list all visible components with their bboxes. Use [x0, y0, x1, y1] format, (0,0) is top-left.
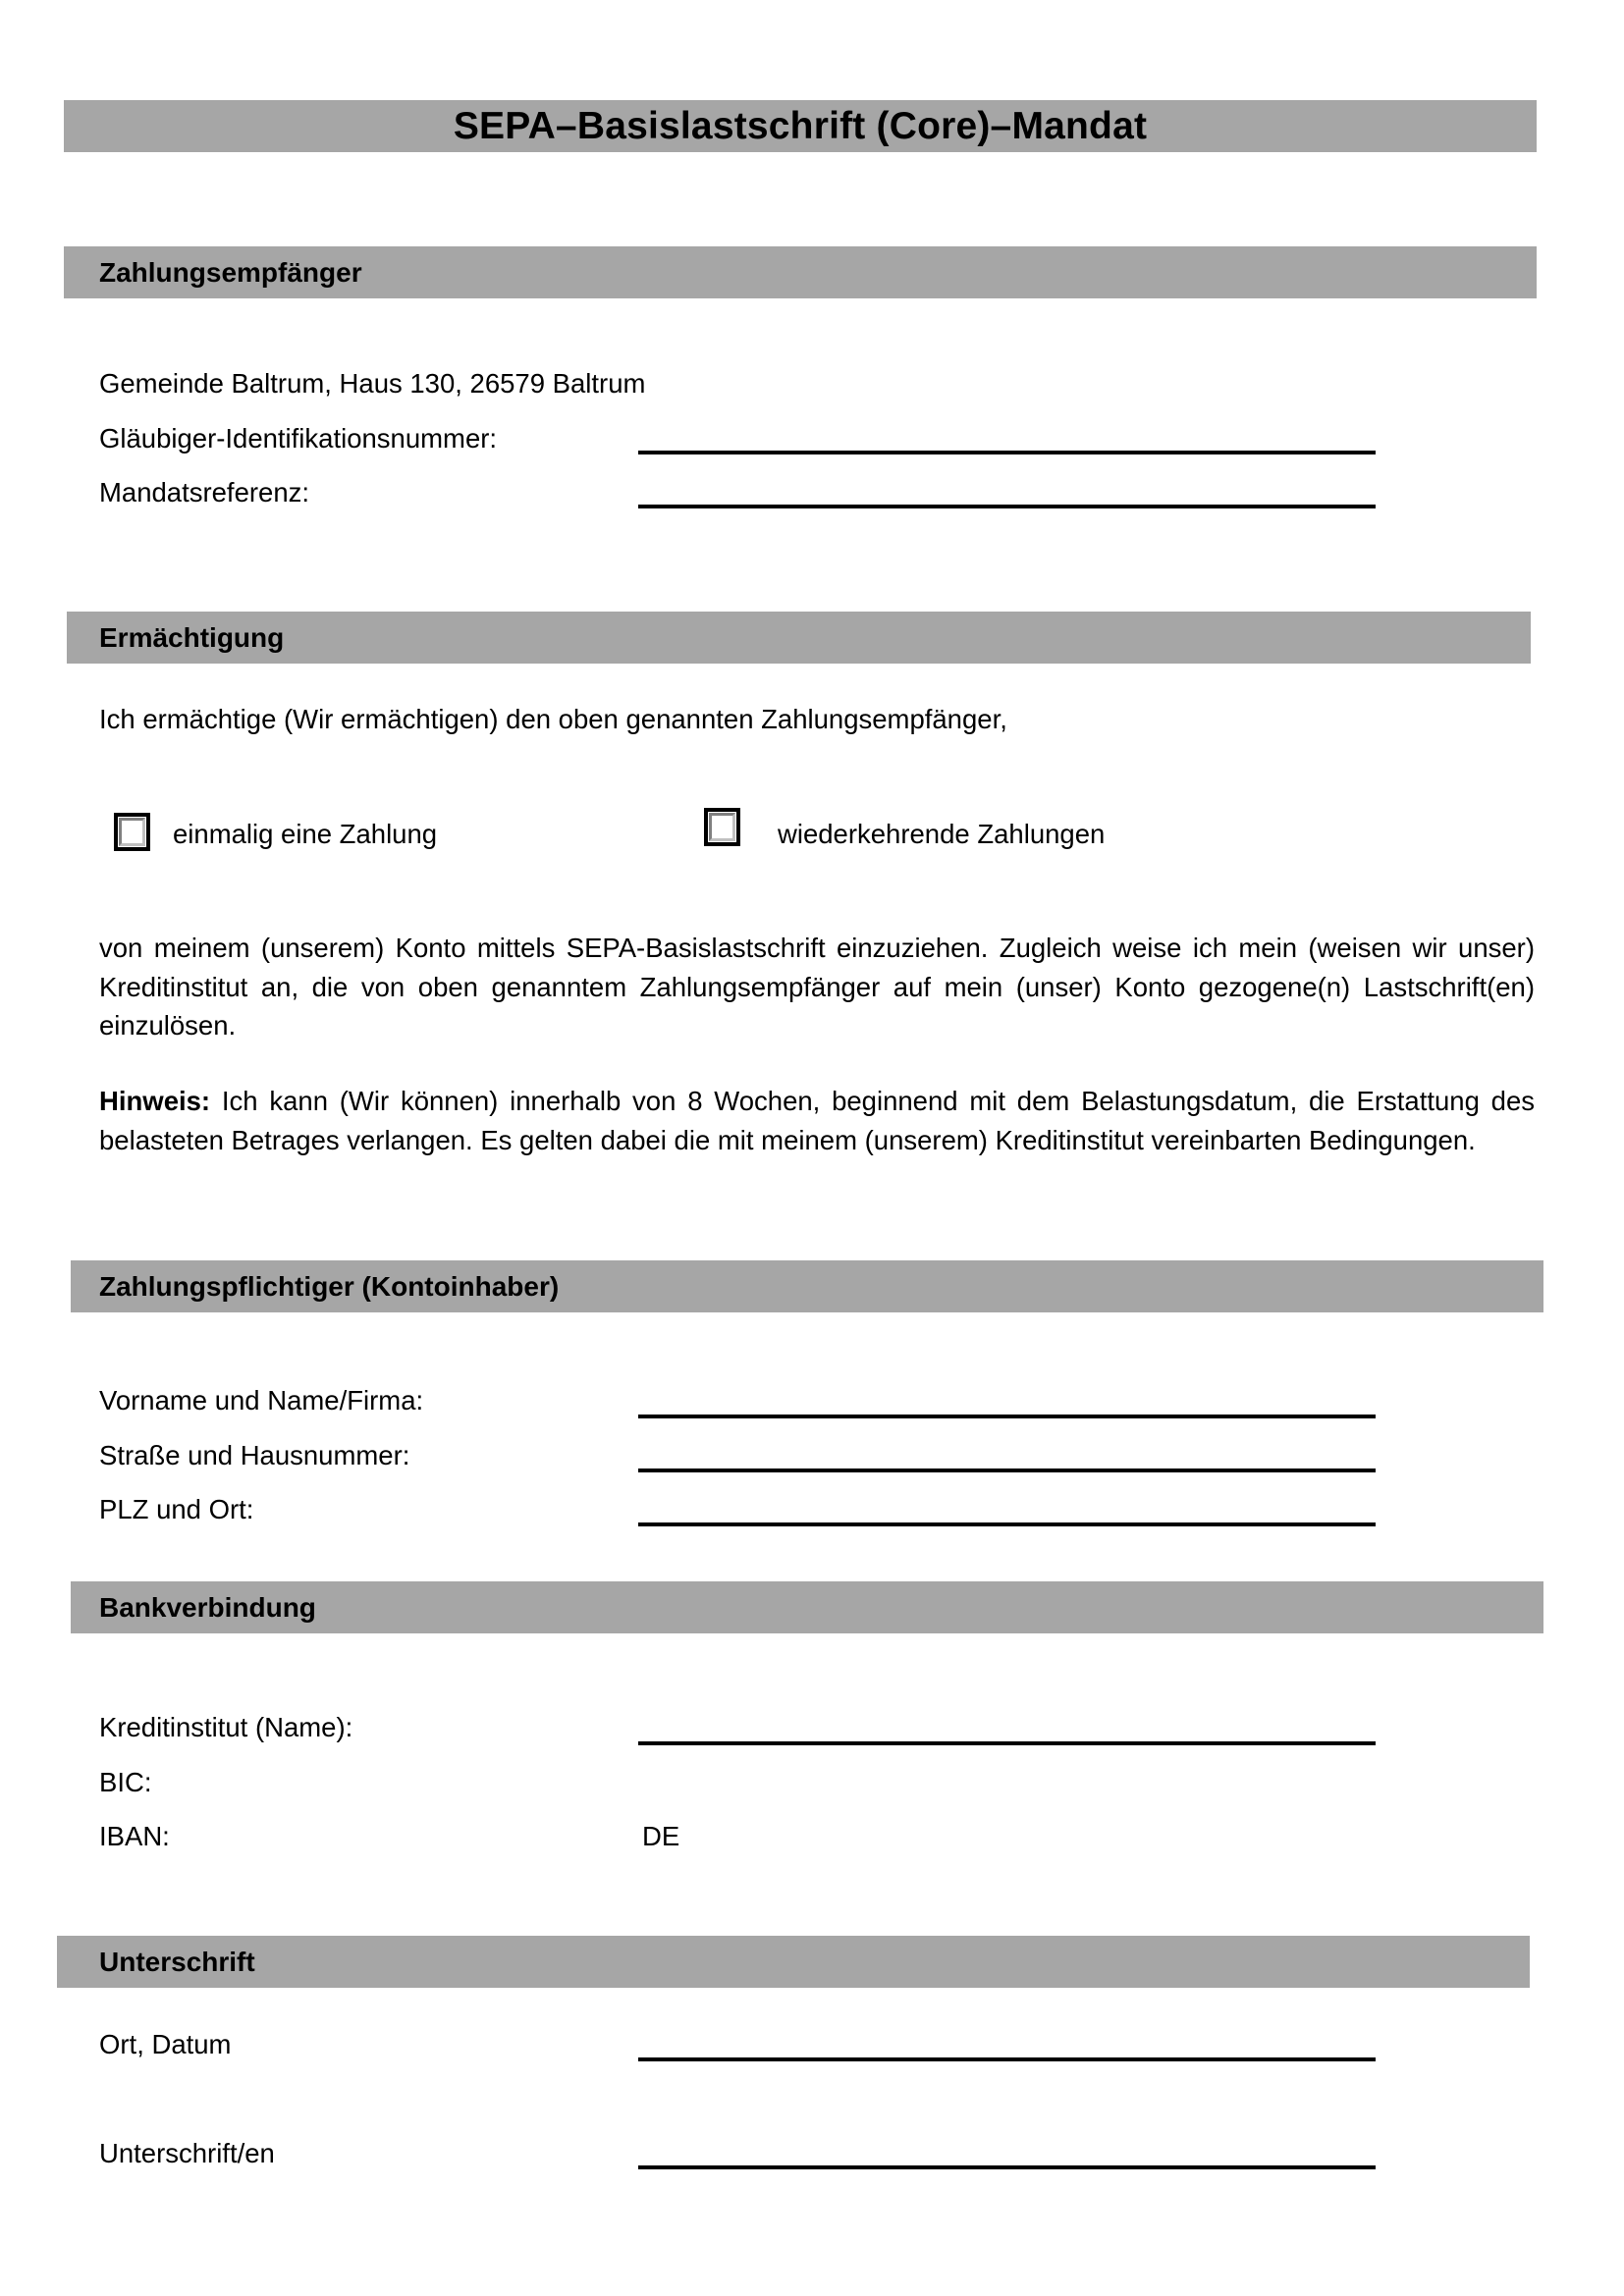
section-heading-signature: Unterschrift: [99, 1947, 255, 1977]
bank-institute-field[interactable]: [638, 1741, 1376, 1745]
section-bar-bank: [71, 1581, 1543, 1633]
title-bar: [64, 100, 1537, 152]
place-date-label: Ort, Datum: [99, 2029, 232, 2059]
debtor-city-field[interactable]: [638, 1522, 1376, 1526]
payee-address: Gemeinde Baltrum, Haus 130, 26579 Baltrum: [99, 368, 646, 399]
bank-institute-label: Kreditinstitut (Name):: [99, 1712, 353, 1742]
creditor-id-label: Gläubiger-Identifikationsnummer:: [99, 423, 498, 454]
section-bar-payee: [64, 246, 1537, 298]
debtor-name-field[interactable]: [638, 1415, 1376, 1418]
mandate-ref-field[interactable]: [638, 505, 1376, 508]
section-heading-authorization: Ermächtigung: [99, 622, 285, 653]
section-heading-bank: Bankverbindung: [99, 1592, 316, 1623]
iban-label: IBAN:: [99, 1821, 170, 1851]
mandate-ref-label: Mandatsreferenz:: [99, 477, 309, 507]
authorization-intro: Ich ermächtige (Wir ermächtigen) den oben genannten Zahlungsempfänger,: [99, 704, 1007, 734]
page-title: SEPA–Basislastschrift (Core)–Mandat: [453, 105, 1148, 147]
note-text: Ich kann (Wir können) innerhalb von 8 Wochen, beginnend mit dem Belastungsdatum, die Erstattung des belasteten Betrages verlangen. Es gelten dabei die mit meinem (unserem) Kreditinstitut vereinbarten Bedingungen.: [99, 1086, 1535, 1155]
bic-label: BIC:: [99, 1767, 152, 1797]
authorization-note: [99, 1082, 1535, 1159]
signature-label: Unterschrift/en: [99, 2138, 275, 2168]
creditor-id-field[interactable]: [638, 451, 1376, 454]
debtor-city-label: PLZ und Ort:: [99, 1494, 254, 1524]
section-bar-authorization: [67, 612, 1531, 664]
iban-prefix[interactable]: DE: [642, 1821, 680, 1851]
signature-field[interactable]: [638, 2165, 1376, 2169]
checkbox-single-payment[interactable]: [114, 813, 150, 851]
checkbox-single-payment-label[interactable]: einmalig eine Zahlung: [173, 819, 438, 849]
note-label: Hinweis:: [99, 1086, 211, 1116]
debtor-street-field[interactable]: [638, 1468, 1376, 1472]
debtor-street-label: Straße und Hausnummer:: [99, 1440, 410, 1470]
place-date-field[interactable]: [638, 2057, 1376, 2061]
checkbox-recurring-payments-label[interactable]: wiederkehrende Zahlungen: [778, 819, 1106, 849]
debtor-name-label: Vorname und Name/Firma:: [99, 1385, 424, 1415]
authorization-body: von meinem (unserem) Konto mittels SEPA-Basislastschrift einzuziehen. Zugleich weise ich mein (weisen wir unser) Kreditinstitut an, die von oben genanntem Zahlungsempfänger auf mein (unser) Konto gezogene(n) Lastschrift(en) einzulösen.: [99, 933, 1535, 1041]
section-bar-debtor: [71, 1260, 1543, 1312]
section-bar-signature: [57, 1936, 1530, 1988]
section-heading-debtor: Zahlungspflichtiger (Kontoinhaber): [99, 1271, 560, 1302]
section-heading-payee: Zahlungsempfänger: [99, 257, 362, 288]
checkbox-recurring-payments[interactable]: [704, 808, 740, 846]
